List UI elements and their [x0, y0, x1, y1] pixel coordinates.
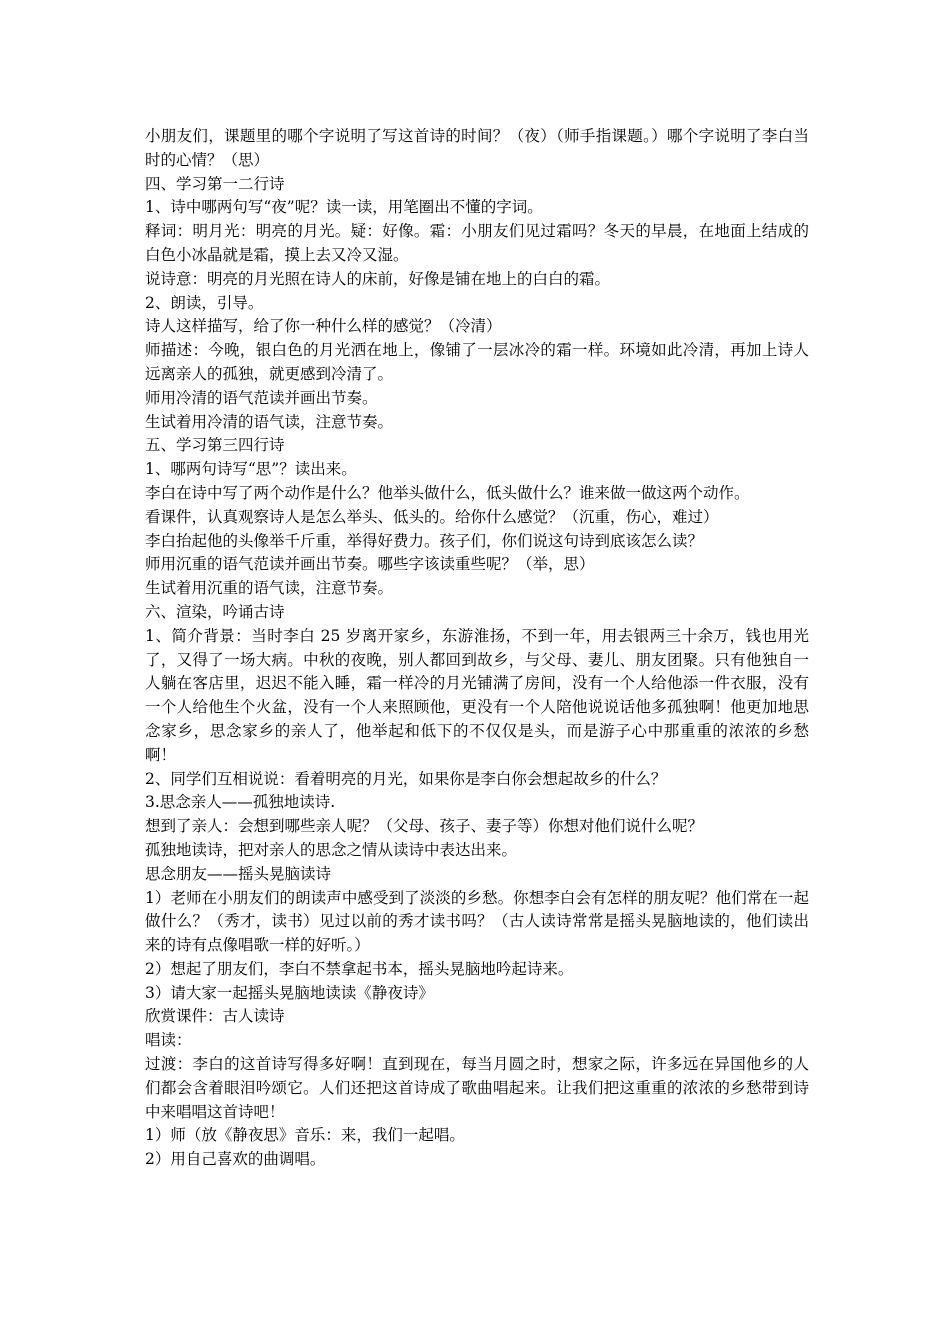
paragraph-10: 生试着用冷清的语气读，注意节奏。 — [145, 412, 394, 431]
paragraph-29: 唱读： — [145, 1031, 192, 1050]
paragraph-9: 师用冷清的语气范读并画出节奏。 — [145, 388, 378, 407]
document-page — [145, 125, 809, 1172]
paragraph-21: 3.思念亲人——孤独地读诗. — [145, 793, 336, 812]
paragraph-17: 生试着用沉重的语气读，注意节奏。 — [145, 579, 394, 598]
paragraph-30: 过渡：李白的这首诗写得多好啊！直到现在，每当月圆之时，想家之际，许多远在异国他乡的人们都会含着眼泪吟颂它。人们还把这首诗成了歌曲唱起来。让我们把这重重的浓浓的乡愁带到诗中来唱唱这首诗吧！ — [145, 1055, 809, 1121]
paragraph-22: 想到了亲人：会想到哪些亲人呢？（父母、孩子、妻子等）你想对他们说什么呢？ — [145, 817, 704, 836]
paragraph-4: 释词：明月光：明亮的月光。疑：好像。霜：小朋友们见过霜吗？冬天的早晨，在地面上结成的白色小冰晶就是霜，摸上去又冷又湿。 — [145, 222, 809, 264]
paragraph-20: 2、同学们互相说说：看着明亮的月光，如果你是李白你会想起故乡的什么？ — [145, 769, 667, 788]
paragraph-8: 师描述：今晚，银白色的月光洒在地上，像铺了一层冰冷的霜一样。环境如此冷清，再加上诗人远离亲人的孤独，就更感到冷清了。 — [145, 341, 809, 383]
paragraph-27: 3）请大家一起摇头晃脑地读读《静夜诗》 — [145, 983, 434, 1002]
paragraph-25: 1）老师在小朋友们的朗读声中感受到了淡淡的乡愁。你想李白会有怎样的朋友呢？他们常在一起做什么？（秀才，读书）见过以前的秀才读书吗？（古人读诗常常是摇头晃脑地读的，他们读出来的诗有点像唱歌一样的好听。） — [145, 888, 809, 955]
paragraph-23: 孤独地读诗，把对亲人的思念之情从读诗中表达出来。 — [145, 840, 518, 859]
paragraph-19: 1、简介背景：当时李白 25 岁离开家乡，东游淮扬，不到一年，用去银两三十余万，钱也用光了，又得了一场大病。中秋的夜晚，别人都回到故乡，与父母、妻儿、朋友团聚。只有他独自一人躺在客店里，迟迟不能入睡，霜一样冷的月光铺满了房间，没有一个人给他添一件衣服，没有一个人给他生个火盆，没有一个人来照顾他，更没有一个人陪他说说话他多孤独啊！他更加地思念家乡，思念家乡的亲人了，他举起和低下的不仅仅是头，而是游子心中那重重的浓浓的乡愁啊！ — [145, 626, 809, 764]
paragraph-12: 1、哪两句诗写“思”？读出来。 — [145, 460, 357, 479]
paragraph-26: 2）想起了朋友们，李白不禁拿起书本，摇头晃脑地吟起诗来。 — [145, 959, 574, 978]
paragraph-3: 1、诗中哪两句写“夜”呢？读一读，用笔圈出不懂的字词。 — [145, 198, 543, 217]
paragraph-5: 说诗意：明亮的月光照在诗人的床前，好像是铺在地上的白白的霜。 — [145, 269, 611, 288]
heading-section-4: 四、学习第一二行诗 — [145, 174, 285, 193]
paragraph-32: 2）用自己喜欢的曲调唱。 — [145, 1150, 326, 1169]
paragraph-13: 李白在诗中写了两个动作是什么？他举头做什么，低头做什么？谁来做一做这两个动作。 — [145, 483, 750, 502]
paragraph-28: 欣赏课件：古人读诗 — [145, 1007, 285, 1026]
paragraph-31: 1）师（放《静夜思》音乐：来，我们一起唱。 — [145, 1126, 465, 1145]
heading-section-5: 五、学习第三四行诗 — [145, 436, 285, 455]
paragraph-16: 师用沉重的语气范读并画出节奏。哪些字该读重些呢？（举，思） — [145, 555, 595, 574]
paragraph-1: 小朋友们，课题里的哪个字说明了写这首诗的时间？（夜）（师手指课题。）哪个字说明了李白当时的心情？（思） — [145, 127, 809, 169]
paragraph-7: 诗人这样描写，给了你一种什么样的感觉？（冷清） — [145, 317, 502, 336]
paragraph-24: 思念朋友——摇头晃脑读诗 — [145, 864, 332, 883]
paragraph-14: 看课件，认真观察诗人是怎么举头、低头的。给你什么感觉？（沉重，伤心，难过） — [145, 507, 719, 526]
heading-section-6: 六、渲染，吟诵古诗 — [145, 602, 285, 621]
paragraph-6: 2、朗读，引导。 — [145, 293, 264, 312]
paragraph-15: 李白抬起他的头像举千斤重，举得好费力。孩子们，你们说这句诗到底该怎么读？ — [145, 531, 704, 550]
